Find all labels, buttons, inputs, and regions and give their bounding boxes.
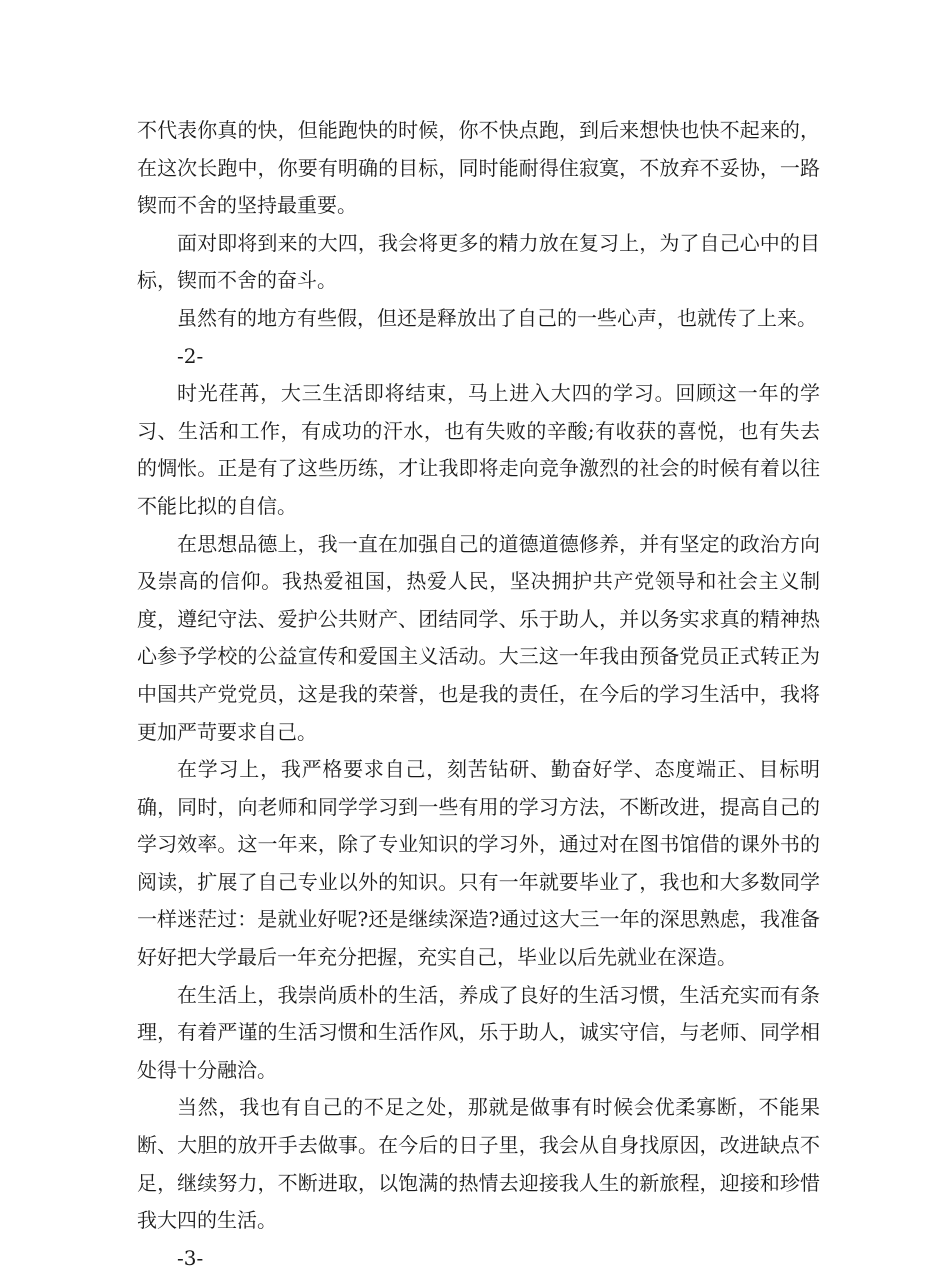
paragraph-6: 在学习上，我严格要求自己，刻苦钻研、勤奋好学、态度端正、目标明确，同时，向老师和同学学习到一些有用的学习方法，不断改进，提高自己的学习效率。这一年来，除了专业知识的学习外，通过对在图书馆借的课外书的阅读，扩展了自己专业以外的知识。只有一年就要毕业了，我也和大多数同学一样迷茫过：是就业好呢?还是继续深造?通过这大三一年的深思熟虑，我准备好好把大学最后一年充分把握，充实自己，毕业以后先就业在深造。 <box>137 757 820 970</box>
paragraph-1: 不代表你真的快，但能跑快的时候，你不快点跑，到后来想快也快不起来的，在这次长跑中，你要有明确的目标，同时能耐得住寂寞，不放弃不妥协，一路锲而不舍的坚持最重要。 <box>137 118 820 218</box>
document-page <box>137 112 820 1277</box>
paragraph-7: 在生活上，我崇尚质朴的生活，养成了良好的生活习惯，生活充实而有条理，有着严谨的生活习惯和生活作风，乐于助人，诚实守信，与老师、同学相处得十分融洽。 <box>137 982 820 1082</box>
paragraph-4: 时光荏苒，大三生活即将结束，马上进入大四的学习。回顾这一年的学习、生活和工作，有成功的汗水，也有失败的辛酸;有收获的喜悦，也有失去的惆怅。正是有了这些历练，才让我即将走向竞争激烈的社会的时候有着以往不能比拟的自信。 <box>137 381 820 518</box>
paragraph-2: 面对即将到来的大四，我会将更多的精力放在复习上，为了自己心中的目标，锲而不舍的奋斗。 <box>137 230 820 293</box>
page-number-marker: -2- <box>177 343 204 368</box>
page-number-marker: -3- <box>177 1245 204 1270</box>
paragraph-5: 在思想品德上，我一直在加强自己的道德道德修养，并有坚定的政治方向及崇高的信仰。我热爱祖国，热爱人民，坚决拥护共产党领导和社会主义制度，遵纪守法、爱护公共财产、团结同学、乐于助人，并以务实求真的精神热心参予学校的公益宣传和爱国主义活动。大三这一年我由预备党员正式转正为中国共产党党员，这是我的荣誉，也是我的责任，在今后的学习生活中，我将更加严苛要求自己。 <box>137 531 820 744</box>
paragraph-3: 虽然有的地方有些假，但还是释放出了自己的一些心声，也就传了上来。 <box>177 305 817 330</box>
paragraph-8: 当然，我也有自己的不足之处，那就是做事有时候会优柔寡断，不能果断、大胆的放开手去做事。在今后的日子里，我会从自身找原因，改进缺点不足，继续努力，不断进取，以饱满的热情去迎接我人生的新旅程，迎接和珍惜我大四的生活。 <box>137 1095 820 1233</box>
